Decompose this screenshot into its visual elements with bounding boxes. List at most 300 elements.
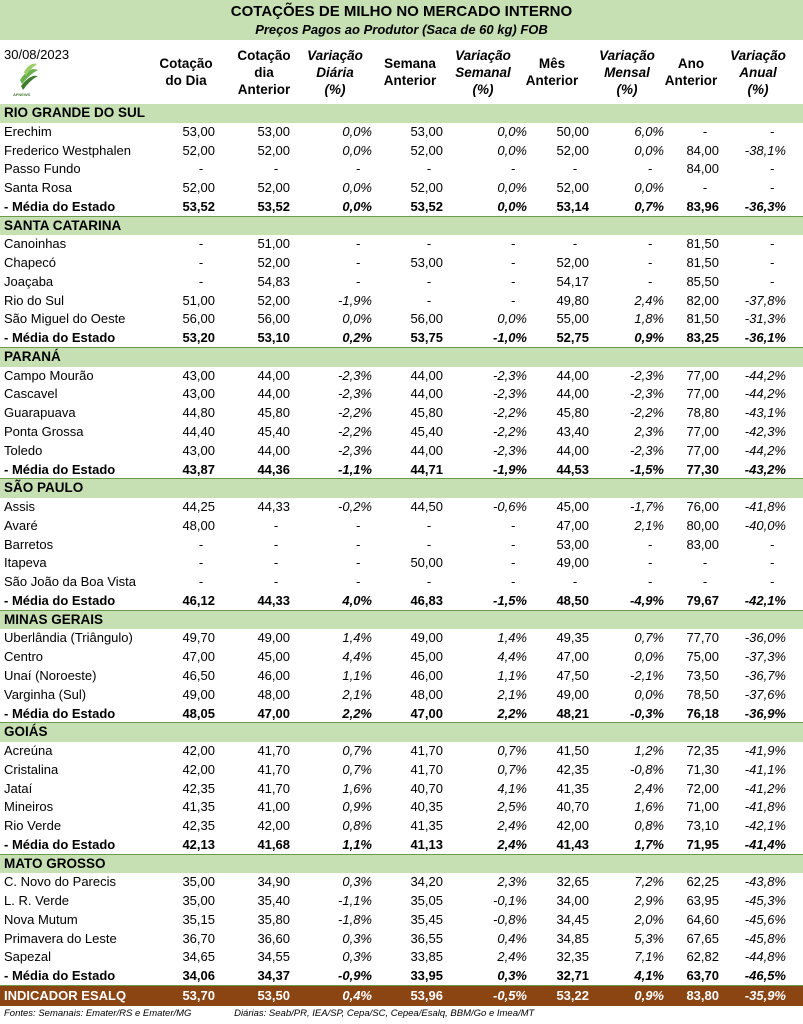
table-row <box>0 930 803 949</box>
city-name: L. R. Verde <box>4 893 70 909</box>
quote-cell: 44,33 <box>257 499 290 515</box>
quote-cell: 2,0% <box>634 911 664 927</box>
table-row <box>0 142 803 161</box>
column-header: Cotação dia Anterior <box>237 47 291 97</box>
quote-cell: 52,00 <box>410 142 443 158</box>
quote-cell: - <box>355 574 361 590</box>
table-row <box>0 780 803 799</box>
quote-cell: 41,35 <box>410 818 443 834</box>
quote-cell: 54,17 <box>556 273 589 289</box>
quote-cell: 41,35 <box>556 780 589 796</box>
quote-cell: 41,70 <box>257 743 290 759</box>
quote-cell: - <box>510 161 516 177</box>
city-name: C. Novo do Parecis <box>4 874 116 890</box>
quote-cell: -43,1% <box>744 405 786 421</box>
quote-cell: 34,55 <box>257 949 290 965</box>
quote-cell: 50,00 <box>556 123 589 139</box>
city-name: Ponta Grossa <box>4 424 84 440</box>
quote-cell: 43,00 <box>182 386 215 402</box>
quote-cell: 0,0% <box>634 686 664 702</box>
quote-cell: 34,65 <box>182 949 215 965</box>
table-row <box>0 554 803 573</box>
region-header <box>0 104 803 123</box>
quote-cell: -2,3% <box>630 367 664 383</box>
quote-cell: 2,3% <box>497 874 527 890</box>
quote-cell: 63,70 <box>686 968 719 984</box>
table-row <box>0 536 803 555</box>
quote-cell: 0,0% <box>342 311 372 327</box>
quote-cell: 34,85 <box>556 930 589 946</box>
city-name: Cristalina <box>4 761 59 777</box>
city-name: Chapecó <box>4 255 57 271</box>
quote-cell: -1,9% <box>493 461 527 477</box>
quote-cell: 46,50 <box>182 667 215 683</box>
quote-cell: -2,3% <box>493 367 527 383</box>
quote-cell: - <box>510 273 516 289</box>
quote-cell: 2,9% <box>634 893 664 909</box>
quote-cell: 34,00 <box>556 893 589 909</box>
logo-text: AFNEWS <box>13 92 31 97</box>
quote-cell: - <box>769 255 775 271</box>
quote-cell: 1,1% <box>342 667 372 683</box>
quote-cell: - <box>572 574 578 590</box>
quote-cell: - <box>426 273 432 289</box>
quote-cell: 2,5% <box>497 799 527 815</box>
city-name: - Média do Estado <box>4 330 116 346</box>
quote-cell: 53,50 <box>257 987 290 1003</box>
quote-cell: 32,71 <box>556 968 589 984</box>
quote-cell: 52,00 <box>257 255 290 271</box>
quote-cell: 36,70 <box>182 930 215 946</box>
quote-cell: 46,12 <box>182 592 215 608</box>
quote-cell: - <box>355 273 361 289</box>
quote-cell: 53,10 <box>257 330 290 346</box>
quote-cell: 2,4% <box>634 780 664 796</box>
quote-cell: 32,35 <box>556 949 589 965</box>
quote-cell: 48,05 <box>182 705 215 721</box>
quote-cell: 34,90 <box>257 874 290 890</box>
quote-cell: -0,2% <box>338 499 372 515</box>
quote-cell: - <box>510 536 516 552</box>
table-row <box>0 292 803 311</box>
city-name: Guarapuava <box>4 405 76 421</box>
quote-cell: 77,70 <box>686 630 719 646</box>
quote-cell: 1,4% <box>497 630 527 646</box>
quote-cell: 40,70 <box>556 799 589 815</box>
quote-cell: 0,0% <box>342 180 372 196</box>
quote-cell: 52,00 <box>182 142 215 158</box>
table-row <box>0 498 803 517</box>
table-row <box>0 629 803 648</box>
quote-cell: 41,13 <box>410 836 443 852</box>
quote-cell: -45,3% <box>744 893 786 909</box>
quote-cell: 51,00 <box>257 236 290 252</box>
quote-cell: 2,1% <box>342 686 372 702</box>
table-header <box>0 40 803 104</box>
quote-cell: - <box>510 555 516 571</box>
city-name: - Média do Estado <box>4 592 116 608</box>
quote-cell: 2,4% <box>497 836 527 852</box>
quote-cell: 53,22 <box>556 987 589 1003</box>
quote-cell: 73,10 <box>686 818 719 834</box>
region-header <box>0 479 803 498</box>
table-row <box>0 254 803 273</box>
quote-cell: 0,3% <box>342 949 372 965</box>
quote-cell: - <box>426 536 432 552</box>
quote-cell: - <box>702 180 708 196</box>
quote-cell: 83,25 <box>686 330 719 346</box>
quote-cell: -2,3% <box>630 442 664 458</box>
city-name: Unaí (Noroeste) <box>4 667 97 683</box>
quote-cell: - <box>510 574 516 590</box>
quote-cell: -2,3% <box>630 386 664 402</box>
quote-cell: -0,8% <box>630 761 664 777</box>
footer <box>4 1008 574 1019</box>
state-average-row <box>0 705 803 724</box>
column-header: Variação Anual (%) <box>730 47 786 97</box>
column-header: Variação Mensal (%) <box>599 47 655 97</box>
quote-cell: 4,4% <box>342 649 372 665</box>
quote-cell: -0,9% <box>338 968 372 984</box>
city-name: Rio do Sul <box>4 292 64 308</box>
quote-cell: 78,50 <box>686 686 719 702</box>
quote-cell: - <box>702 555 708 571</box>
quote-cell: -1,5% <box>493 592 527 608</box>
quote-cell: - <box>702 123 708 139</box>
quote-cell: - <box>355 255 361 271</box>
quote-cell: 33,85 <box>410 949 443 965</box>
quote-cell: 7,1% <box>634 949 664 965</box>
quote-cell: 45,40 <box>410 424 443 440</box>
quote-cell: 0,0% <box>497 142 527 158</box>
quote-cell: 79,67 <box>686 592 719 608</box>
indicator-row <box>0 986 803 1006</box>
quote-cell: 48,00 <box>257 686 290 702</box>
quote-cell: - <box>647 161 653 177</box>
quote-cell: 42,00 <box>257 818 290 834</box>
quote-cell: -44,2% <box>744 442 786 458</box>
quote-cell: -36,1% <box>744 330 786 346</box>
quote-cell: 2,1% <box>634 517 664 533</box>
quote-cell: 0,9% <box>634 330 664 346</box>
quote-cell: 33,95 <box>410 968 443 984</box>
quote-cell: 52,00 <box>556 142 589 158</box>
table-row <box>0 423 803 442</box>
quote-cell: 52,00 <box>182 180 215 196</box>
quote-cell: 4,0% <box>342 592 372 608</box>
city-name: Passo Fundo <box>4 161 81 177</box>
city-name: - Média do Estado <box>4 461 116 477</box>
title-bar <box>0 0 803 40</box>
state-average-row <box>0 592 803 611</box>
quote-cell: -2,3% <box>338 386 372 402</box>
quote-cell: - <box>273 574 279 590</box>
quote-cell: 45,80 <box>257 405 290 421</box>
quote-cell: 53,20 <box>182 330 215 346</box>
table-row <box>0 798 803 817</box>
quote-cell: 4,4% <box>497 649 527 665</box>
quote-cell: 2,4% <box>497 949 527 965</box>
quote-cell: 0,9% <box>342 799 372 815</box>
quote-cell: 84,00 <box>686 161 719 177</box>
table-row <box>0 273 803 292</box>
quote-cell: 44,00 <box>257 386 290 402</box>
quote-cell: -37,3% <box>744 649 786 665</box>
table-row <box>0 404 803 423</box>
quote-cell: 45,00 <box>410 649 443 665</box>
quote-cell: - <box>273 517 279 533</box>
quote-cell: - <box>510 236 516 252</box>
table-row <box>0 686 803 705</box>
quote-cell: 2,1% <box>497 686 527 702</box>
quote-cell: 41,70 <box>257 780 290 796</box>
quote-cell: -2,2% <box>338 405 372 421</box>
quote-cell: 62,82 <box>686 949 719 965</box>
quote-cell: 73,50 <box>686 667 719 683</box>
quote-cell: - <box>198 555 204 571</box>
quote-cell: - <box>769 536 775 552</box>
city-name: Centro <box>4 649 44 665</box>
quote-cell: -43,2% <box>744 461 786 477</box>
city-name: INDICADOR ESALQ <box>4 987 127 1003</box>
quote-cell: 44,00 <box>556 386 589 402</box>
quote-cell: 35,00 <box>182 893 215 909</box>
quote-cell: 0,8% <box>634 818 664 834</box>
column-header: Mês Anterior <box>525 56 579 88</box>
quote-cell: -1,9% <box>338 292 372 308</box>
quote-cell: - <box>647 255 653 271</box>
quote-cell: 78,80 <box>686 405 719 421</box>
quote-cell: - <box>426 161 432 177</box>
page-title: COTAÇÕES DE MILHO NO MERCADO INTERNO <box>230 3 573 20</box>
quote-cell: 53,70 <box>182 987 215 1003</box>
quote-cell: 0,4% <box>497 930 527 946</box>
quote-cell: 0,0% <box>497 123 527 139</box>
quote-cell: 7,2% <box>634 874 664 890</box>
quote-cell: 41,70 <box>410 761 443 777</box>
quote-cell: 44,71 <box>410 461 443 477</box>
quote-cell: 45,00 <box>556 499 589 515</box>
quote-cell: 0,7% <box>497 761 527 777</box>
table-row <box>0 160 803 179</box>
quote-cell: -41,9% <box>744 743 786 759</box>
quote-cell: 43,87 <box>182 461 215 477</box>
quote-cell: 44,00 <box>556 442 589 458</box>
quote-cell: 41,00 <box>257 799 290 815</box>
quote-cell: -41,1% <box>744 761 786 777</box>
quote-cell: 2,2% <box>497 705 527 721</box>
quote-cell: 34,06 <box>182 968 215 984</box>
quote-cell: 47,00 <box>182 649 215 665</box>
quote-cell: -4,9% <box>630 592 664 608</box>
quote-cell: - <box>647 273 653 289</box>
table-row <box>0 442 803 461</box>
quote-cell: - <box>355 517 361 533</box>
quote-cell: -1,1% <box>338 893 372 909</box>
quote-cell: 45,80 <box>410 405 443 421</box>
quote-cell: 0,7% <box>342 743 372 759</box>
quote-cell: 56,00 <box>257 311 290 327</box>
city-name: Jataí <box>4 780 33 796</box>
quote-cell: - <box>769 574 775 590</box>
quote-cell: 52,00 <box>556 180 589 196</box>
quote-cell: 43,00 <box>182 442 215 458</box>
region-name: SANTA CATARINA <box>4 217 122 233</box>
quote-cell: 49,00 <box>182 686 215 702</box>
quote-cell: 0,3% <box>342 930 372 946</box>
quote-cell: - <box>647 555 653 571</box>
quote-cell: 1,4% <box>342 630 372 646</box>
quote-cell: -38,1% <box>744 142 786 158</box>
quote-cell: 42,00 <box>182 743 215 759</box>
quote-cell: 77,00 <box>686 367 719 383</box>
table-row <box>0 179 803 198</box>
quote-cell: 48,00 <box>410 686 443 702</box>
table-row <box>0 310 803 329</box>
quote-cell: 35,05 <box>410 893 443 909</box>
quote-cell: 53,00 <box>182 123 215 139</box>
city-name: Campo Mourão <box>4 367 94 383</box>
quote-cell: 1,6% <box>634 799 664 815</box>
quote-cell: 45,80 <box>556 405 589 421</box>
city-name: Acreúna <box>4 743 53 759</box>
quote-cell: 44,36 <box>257 461 290 477</box>
column-header: Ano Anterior <box>664 56 718 88</box>
quote-cell: -40,0% <box>744 517 786 533</box>
quote-cell: 75,00 <box>686 649 719 665</box>
quote-cell: 0,2% <box>342 330 372 346</box>
quote-cell: - <box>572 236 578 252</box>
table-row <box>0 817 803 836</box>
quote-cell: -36,0% <box>744 630 786 646</box>
quote-cell: 42,00 <box>182 761 215 777</box>
quote-cell: 52,00 <box>410 180 443 196</box>
region-name: PARANÁ <box>4 348 61 364</box>
quote-cell: 71,30 <box>686 761 719 777</box>
quote-cell: - <box>769 161 775 177</box>
city-name: São Miguel do Oeste <box>4 311 126 327</box>
table-row <box>0 648 803 667</box>
quote-cell: -2,3% <box>338 442 372 458</box>
page-subtitle: Preços Pagos ao Produtor (Saca de 60 kg) FOB <box>255 22 548 37</box>
quote-cell: - <box>769 123 775 139</box>
table-row <box>0 517 803 536</box>
table-row <box>0 892 803 911</box>
quote-cell: 53,96 <box>410 987 443 1003</box>
quote-cell: 82,00 <box>686 292 719 308</box>
city-name: Cascavel <box>4 386 58 402</box>
quote-cell: -0,8% <box>493 911 527 927</box>
quote-cell: 76,18 <box>686 705 719 721</box>
city-name: São João da Boa Vista <box>4 574 137 590</box>
quote-cell: 85,50 <box>686 273 719 289</box>
footer-sources-weekly: Fontes: Semanais: Emater/RS e Emater/MG <box>4 1008 192 1019</box>
city-name: Toledo <box>4 442 43 458</box>
quote-cell: 64,60 <box>686 911 719 927</box>
quote-cell: 47,00 <box>257 705 290 721</box>
quote-cell: 76,00 <box>686 499 719 515</box>
quote-cell: -41,2% <box>744 780 786 796</box>
city-name: - Média do Estado <box>4 836 116 852</box>
quote-cell: 44,53 <box>556 461 589 477</box>
quote-cell: -0,3% <box>630 705 664 721</box>
quote-cell: 0,0% <box>342 123 372 139</box>
quote-cell: -0,6% <box>493 499 527 515</box>
state-average-row <box>0 967 803 986</box>
quote-cell: 56,00 <box>410 311 443 327</box>
quote-cell: 52,00 <box>556 255 589 271</box>
quote-cell: - <box>273 536 279 552</box>
quote-cell: 35,45 <box>410 911 443 927</box>
quote-cell: 47,00 <box>556 517 589 533</box>
quote-cell: 36,60 <box>257 930 290 946</box>
quote-cell: 71,00 <box>686 799 719 815</box>
quote-cell: 42,35 <box>556 761 589 777</box>
quote-cell: -0,1% <box>493 893 527 909</box>
quote-cell: -41,8% <box>744 499 786 515</box>
quote-cell: - <box>355 536 361 552</box>
quote-cell: 81,50 <box>686 311 719 327</box>
quote-cell: 0,0% <box>342 142 372 158</box>
quote-cell: -2,3% <box>493 442 527 458</box>
city-name: Varginha (Sul) <box>4 686 87 702</box>
quote-cell: 1,6% <box>342 780 372 796</box>
state-average-row <box>0 461 803 480</box>
quote-cell: 77,30 <box>686 461 719 477</box>
quote-cell: - <box>510 517 516 533</box>
quote-cell: -42,1% <box>744 818 786 834</box>
logo-icon <box>18 62 40 92</box>
quote-cell: 47,00 <box>556 649 589 665</box>
state-average-row <box>0 198 803 217</box>
quote-cell: 72,35 <box>686 743 719 759</box>
city-name: Frederico Westphalen <box>4 142 131 158</box>
quote-cell: 55,00 <box>556 311 589 327</box>
quote-cell: 49,00 <box>556 686 589 702</box>
city-name: Nova Mutum <box>4 911 78 927</box>
quote-cell: 4,1% <box>634 968 664 984</box>
quote-cell: -36,3% <box>744 198 786 214</box>
quote-cell: 0,8% <box>342 818 372 834</box>
quote-cell: 83,96 <box>686 198 719 214</box>
quote-cell: - <box>355 555 361 571</box>
quote-cell: 41,43 <box>556 836 589 852</box>
quote-cell: -46,5% <box>744 968 786 984</box>
column-header: Variação Semanal (%) <box>455 47 511 97</box>
city-name: - Média do Estado <box>4 968 116 984</box>
quote-cell: - <box>769 555 775 571</box>
quote-cell: - <box>198 536 204 552</box>
city-name: Mineiros <box>4 799 54 815</box>
quote-cell: 40,70 <box>410 780 443 796</box>
city-name: Erechim <box>4 123 52 139</box>
quote-cell: 83,80 <box>686 987 719 1003</box>
quote-cell: 53,00 <box>410 123 443 139</box>
quote-cell: 52,00 <box>257 142 290 158</box>
quotes-table <box>0 104 803 1006</box>
quote-cell: - <box>355 161 361 177</box>
quote-cell: 34,37 <box>257 968 290 984</box>
quote-cell: -45,6% <box>744 911 786 927</box>
quote-cell: 44,25 <box>182 499 215 515</box>
table-row <box>0 948 803 967</box>
quote-cell: 47,50 <box>556 667 589 683</box>
region-header <box>0 611 803 630</box>
quote-cell: 0,0% <box>634 180 664 196</box>
quote-cell: 48,50 <box>556 592 589 608</box>
quote-cell: - <box>426 574 432 590</box>
table-row <box>0 873 803 892</box>
